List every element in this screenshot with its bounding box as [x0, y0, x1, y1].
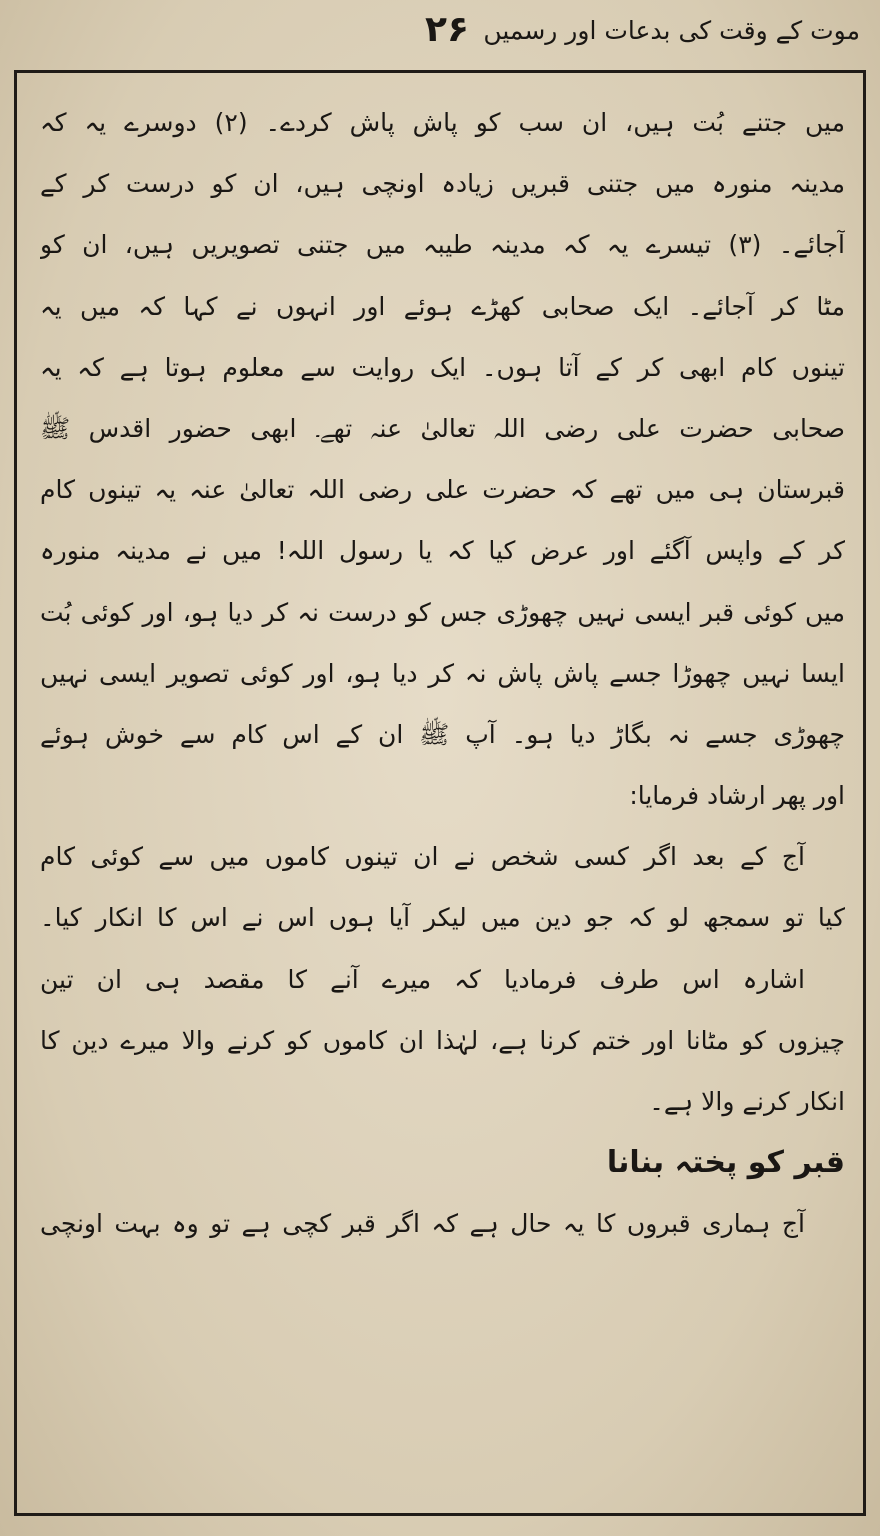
text-line: مدینہ منورہ میں جتنی قبریں زیادہ اونچی ہیں، ان کو درست کر کے	[40, 169, 845, 199]
page-number: ۲۶	[425, 9, 469, 50]
text-line: ایسا نہیں چھوڑا جسے پاش پاش نہ کر دیا ہو، اور کوئی تصویر ایسی نہیں	[40, 658, 845, 688]
text-line: میں کوئی قبر ایسی نہیں چھوڑی جس کو درست نہ کر دیا ہو، اور کوئی بُت	[40, 597, 845, 627]
body-text	[40, 92, 845, 1255]
text-line: آج ہماری قبروں کا یہ حال ہے کہ اگر قبر کچی ہے تو وہ بہت اونچی	[40, 1209, 805, 1239]
text-line: تینوں کام ابھی کر کے آتا ہوں۔ ایک روایت سے معلوم ہوتا ہے کہ یہ	[40, 352, 845, 382]
text-line: اور پھر ارشاد فرمایا:	[629, 781, 845, 811]
text-line: چیزوں کو مٹانا اور ختم کرنا ہے، لہٰذا ان کاموں کو کرنے والا میرے دین کا	[40, 1025, 845, 1055]
page-header	[40, 8, 860, 58]
text-line: انکار کرنے والا ہے۔	[649, 1087, 845, 1116]
section-heading: قبر کو پختہ بنانا	[606, 1145, 845, 1181]
text-line: اشارہ اس طرف فرمادیا کہ میرے آنے کا مقصد ہی ان تین	[40, 964, 805, 994]
text-line: آجائے۔ (۳) تیسرے یہ کہ مدینہ طیبہ میں جتنی تصویریں ہیں، ان کو	[40, 230, 845, 260]
quote-line: کیا تو سمجھ لو کہ جو دین میں لیکر آیا ہوں اس نے اس کا انکار کیا۔	[40, 903, 845, 933]
text-line: مٹا کر آجائے۔ ایک صحابی کھڑے ہوئے اور انہوں نے کہا کہ میں یہ	[40, 291, 845, 321]
quote-line: آج کے بعد اگر کسی شخص نے ان تینوں کاموں میں سے کوئی کام	[40, 842, 805, 872]
text-line: میں جتنے بُت ہیں، ان سب کو پاش پاش کردے۔ (۲) دوسرے یہ کہ	[40, 108, 845, 137]
text-line: چھوڑی جسے نہ بگاڑ دیا ہو۔ آپ ﷺ ان کے اس کام سے خوش ہوئے	[40, 719, 845, 749]
text-line: کر کے واپس آگئے اور عرض کیا کہ یا رسول اللہ! میں نے مدینہ منورہ	[40, 536, 845, 566]
text-line: صحابی حضرت علی رضی اللہ تعالیٰ عنہ تھے۔ ابھی حضور اقدس ﷺ	[40, 413, 845, 443]
text-line: قبرستان ہی میں تھے کہ حضرت علی رضی اللہ تعالیٰ عنہ یہ تینوں کام	[40, 475, 845, 505]
running-title: موت کے وقت کی بدعات اور رسمیں	[483, 16, 860, 45]
